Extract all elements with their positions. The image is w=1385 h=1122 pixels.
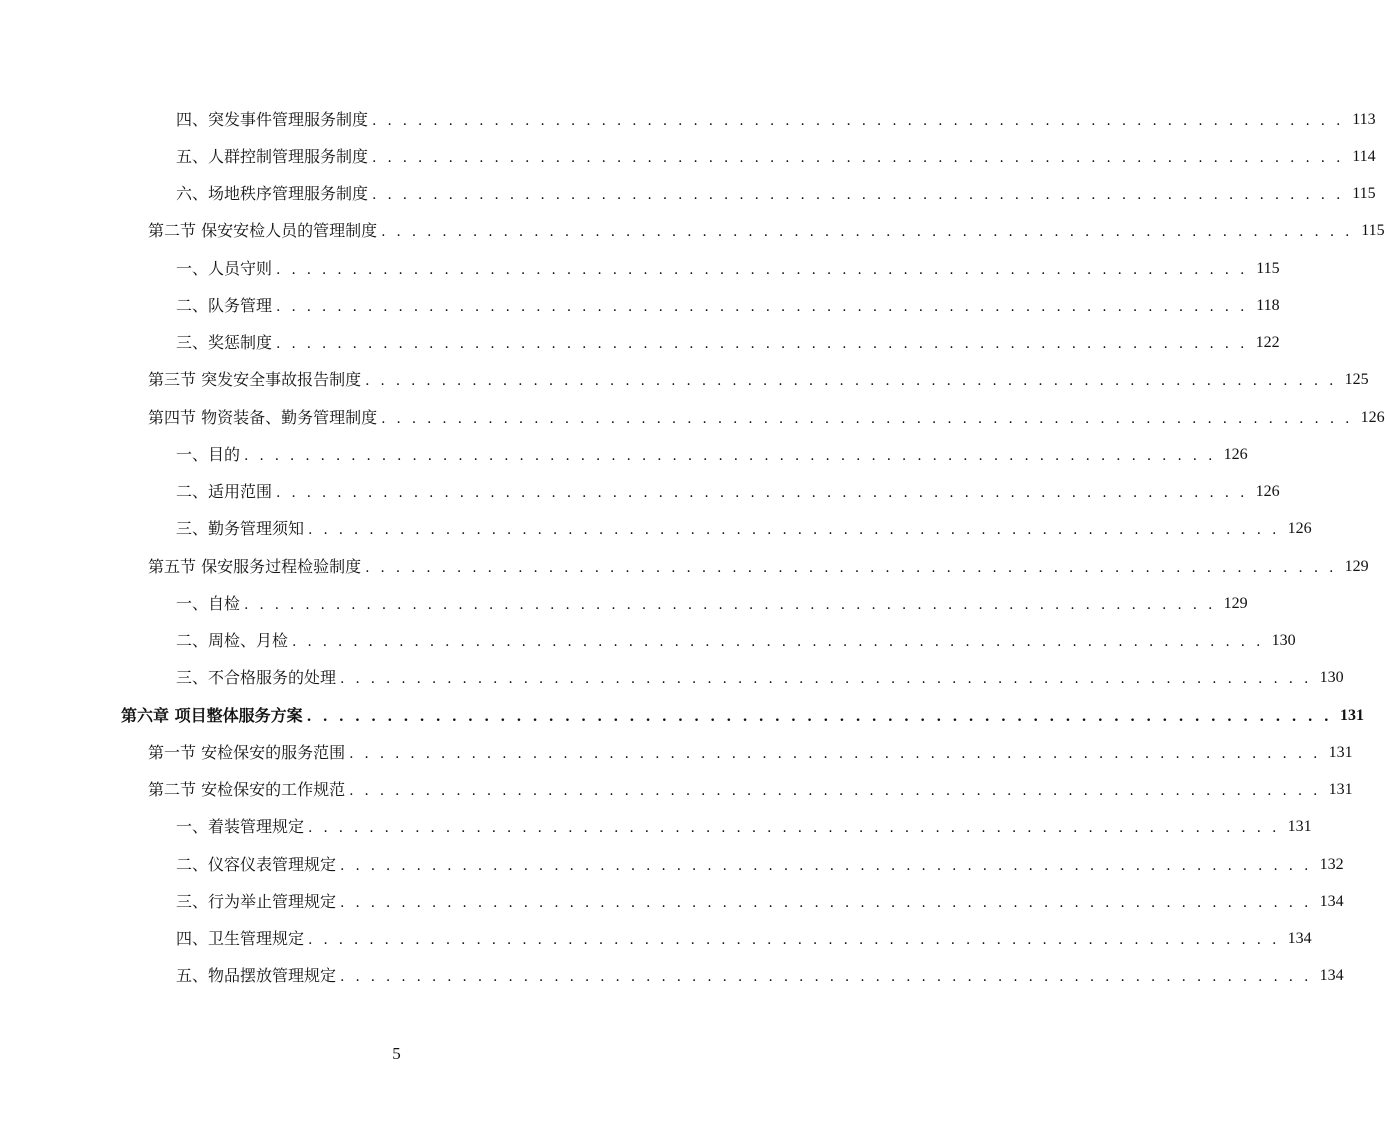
toc-dot-leader: . . . . . . . . . . . . . . . . . . . . . . . . . . . . . . . . . . . . . . . . . . . . . . . . . . . . . . . . . . . . . . . . [340,969,1312,986]
toc-entry-page: 131 [1328,743,1353,761]
toc-entry-page: 118 [1256,296,1280,314]
toc-entry[interactable] [0,101,1376,138]
toc-entry-title: 第二节 保安安检人员的管理制度 [148,221,378,241]
toc-entry[interactable] [0,623,1296,660]
toc-entry-page: 131 [1339,706,1364,724]
toc-entry[interactable] [0,548,1369,585]
toc-entry-title: 第五节 保安服务过程检验制度 [148,556,362,576]
toc-entry[interactable] [0,697,1364,734]
toc-entry-page: 113 [1352,110,1376,128]
toc-entry[interactable] [0,585,1248,622]
toc-entry-page: 126 [1223,445,1248,463]
toc-entry-page: 114 [1352,147,1376,165]
toc-entry[interactable] [0,511,1312,548]
toc-dot-leader: . . . . . . . . . . . . . . . . . . . . . . . . . . . . . . . . . . . . . . . . . . . . . . . . . . . . . . . . . . . . . . . . [340,671,1312,688]
toc-dot-leader: . . . . . . . . . . . . . . . . . . . . . . . . . . . . . . . . . . . . . . . . . . . . . . . . . . . . . . . . . . . . . . . . [276,298,1248,315]
toc-entry[interactable] [0,883,1344,920]
toc-entry-page: 129 [1223,594,1248,612]
toc-entry[interactable] [0,325,1280,362]
toc-entry[interactable] [0,846,1344,883]
toc-dot-leader: . . . . . . . . . . . . . . . . . . . . . . . . . . . . . . . . . . . . . . . . . . . . . . . . . . . . . . . . . . . . . . . . [340,857,1312,874]
toc-dot-leader: . . . . . . . . . . . . . . . . . . . . . . . . . . . . . . . . . . . . . . . . . . . . . . . . . . . . . . . . . . . . . . . . [349,783,1321,800]
toc-entry[interactable] [0,213,1385,250]
toc-entry-title: 二、周检、月检 [176,631,289,651]
toc-entry[interactable] [0,772,1353,809]
toc-entry[interactable] [0,399,1385,436]
toc-entry-page: 122 [1255,334,1280,352]
toc-entry-title: 二、仪容仪表管理规定 [176,854,337,874]
toc-entry-title: 六、场地秩序管理服务制度 [176,184,369,204]
toc-entry-page: 129 [1344,557,1369,575]
toc-dot-leader: . . . . . . . . . . . . . . . . . . . . . . . . . . . . . . . . . . . . . . . . . . . . . . . . . . . . . . . . . . . . . . . . [381,410,1353,427]
toc-entry-title: 四、突发事件管理服务制度 [176,109,369,129]
toc-entry-title: 第三节 突发安全事故报告制度 [148,370,362,390]
toc-entry-page: 134 [1287,930,1312,948]
toc-entry-title: 第四节 物资装备、勤务管理制度 [148,407,378,427]
toc-entry-title: 第一节 安检保安的服务范围 [148,742,346,762]
toc-entry-page: 130 [1319,669,1344,687]
toc-entry-page: 131 [1328,781,1353,799]
toc-dot-leader: . . . . . . . . . . . . . . . . . . . . . . . . . . . . . . . . . . . . . . . . . . . . . . . . . . . . . . . . . . . . . . . . [276,336,1248,353]
toc-entry-title: 第二节 安检保安的工作规范 [148,780,346,800]
toc-entry-page: 130 [1271,632,1296,650]
toc-entry-title: 三、勤务管理须知 [176,519,305,539]
toc-dot-leader: . . . . . . . . . . . . . . . . . . . . . . . . . . . . . . . . . . . . . . . . . . . . . . . . . . . . . . . . . . . . . . . . [349,745,1321,762]
toc-entry-page: 126 [1255,483,1280,501]
toc-entry-title: 五、物品摆放管理规定 [176,966,337,986]
toc-entry-title: 二、适用范围 [176,482,273,502]
toc-entry-page: 134 [1319,892,1344,910]
toc-dot-leader: . . . . . . . . . . . . . . . . . . . . . . . . . . . . . . . . . . . . . . . . . . . . . . . . . . . . . . . . . . . . . . . . [372,112,1344,129]
toc-entry[interactable] [0,436,1248,473]
toc-entry-page: 115 [1352,185,1376,203]
toc-entry-title: 三、不合格服务的处理 [176,668,337,688]
toc-entry-page: 131 [1287,818,1312,836]
toc-entry[interactable] [0,958,1344,995]
toc-entry[interactable] [0,809,1312,846]
toc-dot-leader: . . . . . . . . . . . . . . . . . . . . . . . . . . . . . . . . . . . . . . . . . . . . . . . . . . . . . . . . . . . . . . . . [372,187,1344,204]
toc-dot-leader: . . . . . . . . . . . . . . . . . . . . . . . . . . . . . . . . . . . . . . . . . . . . . . . . . . . . . . . . . . . . . . . . [308,522,1280,539]
toc-entry-title: 第六章 项目整体服务方案 [121,705,303,725]
toc-entry-page: 132 [1319,855,1344,873]
toc-dot-leader: . . . . . . . . . . . . . . . . . . . . . . . . . . . . . . . . . . . . . . . . . . . . . . . . . . . . . . . . . . . . . . . . [340,894,1312,911]
toc-entry[interactable] [0,921,1312,958]
toc-entry-title: 二、队务管理 [176,295,273,315]
toc-entry-page: 126 [1360,408,1385,426]
toc-dot-leader: . . . . . . . . . . . . . . . . . . . . . . . . . . . . . . . . . . . . . . . . . . . . . . . . . . . . . . . . . . . . . . . . [306,708,1332,725]
toc-dot-leader: . . . . . . . . . . . . . . . . . . . . . . . . . . . . . . . . . . . . . . . . . . . . . . . . . . . . . . . . . . . . . . . . [308,820,1280,837]
toc-entry-title: 一、人员守则 [176,258,273,278]
toc-entry[interactable] [0,474,1280,511]
toc-entry[interactable] [0,287,1280,324]
toc-entry-page: 115 [1361,222,1385,240]
toc-dot-leader: . . . . . . . . . . . . . . . . . . . . . . . . . . . . . . . . . . . . . . . . . . . . . . . . . . . . . . . . . . . . . . . . [381,224,1353,241]
toc-entry-title: 三、奖惩制度 [176,333,273,353]
toc-dot-leader: . . . . . . . . . . . . . . . . . . . . . . . . . . . . . . . . . . . . . . . . . . . . . . . . . . . . . . . . . . . . . . . . [372,149,1344,166]
toc-entry[interactable] [0,660,1344,697]
toc-entry-page: 134 [1319,967,1344,985]
toc-entry[interactable] [0,734,1353,771]
toc-entry[interactable] [0,138,1376,175]
toc-dot-leader: . . . . . . . . . . . . . . . . . . . . . . . . . . . . . . . . . . . . . . . . . . . . . . . . . . . . . . . . . . . . . . . . [365,373,1337,390]
toc-entry-page: 126 [1287,520,1312,538]
toc-entry-title: 一、目的 [176,444,241,464]
toc-entry-title: 三、行为举止管理规定 [176,891,337,911]
toc-entry[interactable] [0,250,1280,287]
toc-entry[interactable] [0,362,1369,399]
toc-dot-leader: . . . . . . . . . . . . . . . . . . . . . . . . . . . . . . . . . . . . . . . . . . . . . . . . . . . . . . . . . . . . . . . . [276,485,1248,502]
toc-dot-leader: . . . . . . . . . . . . . . . . . . . . . . . . . . . . . . . . . . . . . . . . . . . . . . . . . . . . . . . . . . . . . . . . [276,261,1248,278]
toc-dot-leader: . . . . . . . . . . . . . . . . . . . . . . . . . . . . . . . . . . . . . . . . . . . . . . . . . . . . . . . . . . . . . . . . [292,634,1264,651]
toc-entry-title: 一、自检 [176,593,241,613]
toc-dot-leader: . . . . . . . . . . . . . . . . . . . . . . . . . . . . . . . . . . . . . . . . . . . . . . . . . . . . . . . . . . . . . . . . [365,559,1337,576]
toc-entry[interactable] [0,176,1376,213]
page-number: 5 [392,1044,401,1063]
table-of-contents [0,101,1385,995]
toc-entry-title: 一、着装管理规定 [176,817,305,837]
toc-dot-leader: . . . . . . . . . . . . . . . . . . . . . . . . . . . . . . . . . . . . . . . . . . . . . . . . . . . . . . . . . . . . . . . . [244,447,1216,464]
toc-entry-title: 四、卫生管理规定 [176,929,305,949]
toc-dot-leader: . . . . . . . . . . . . . . . . . . . . . . . . . . . . . . . . . . . . . . . . . . . . . . . . . . . . . . . . . . . . . . . . [244,596,1216,613]
toc-dot-leader: . . . . . . . . . . . . . . . . . . . . . . . . . . . . . . . . . . . . . . . . . . . . . . . . . . . . . . . . . . . . . . . . [308,932,1280,949]
toc-entry-page: 125 [1344,371,1369,389]
toc-entry-page: 115 [1256,259,1280,277]
toc-entry-title: 五、人群控制管理服务制度 [176,146,369,166]
